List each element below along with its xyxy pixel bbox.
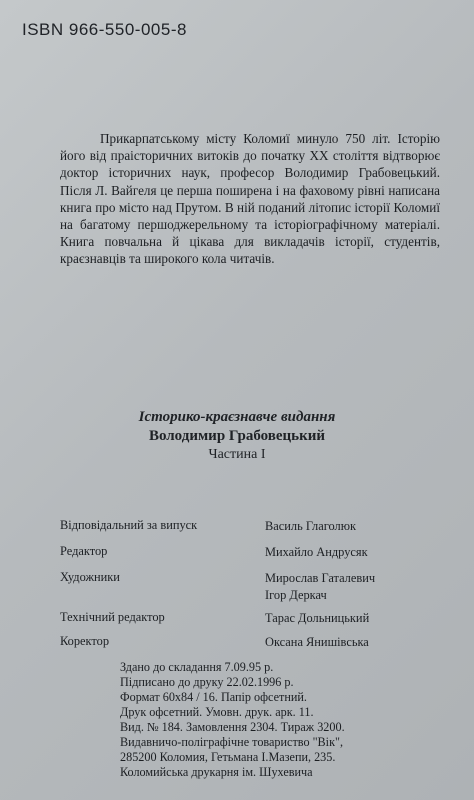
- imprint-line: 285200 Коломия, Гетьмана І.Мазепи, 235.: [120, 750, 336, 764]
- imprint-line: Друк офсетний. Умовн. друк. арк. 11.: [120, 705, 314, 719]
- part-number: Частина І: [208, 447, 266, 462]
- credit-name: Оксана Янишівська: [265, 635, 369, 649]
- book-abstract: Прикарпатському місту Коломиї минуло 750 літ. Історію його від праісторичних витоків до початку XX століття відтворює доктор історичних наук, професор Володимир Грабовецький. Після Л. Вайгеля це перша поширена і на фаховому рівні написана книга про місто над Прутом. В ній поданий літопис історії Коломиї на багатому першоджерельному та історіографічному матеріалі. Книга повчальна й цікава для викладачів історії, студентів, краєзнавців та широкого кола читачів.: [60, 131, 440, 267]
- credit-row: [60, 570, 460, 610]
- credit-name: Тарас Дольницький: [265, 611, 370, 625]
- author-name: Володимир Грабовецький: [148, 428, 326, 444]
- credit-row: [60, 610, 460, 634]
- credit-name: Михайло Андрусяк: [265, 545, 368, 559]
- credit-name: Мирослав Гаталевич Ігор Деркач: [265, 571, 376, 602]
- title-block: [0, 408, 474, 464]
- credit-row: [60, 634, 460, 658]
- credit-role: Редактор: [60, 544, 108, 558]
- imprint-line: Підписано до друку 22.02.1996 р.: [120, 675, 294, 689]
- credit-role: Відповідальний за випуск: [60, 518, 198, 532]
- edition-type: Історико-краєзнавче видання: [138, 409, 336, 425]
- imprint-block: [120, 660, 450, 780]
- imprint-line: Формат 60х84 / 16. Папір офсетний.: [120, 690, 307, 704]
- credit-role: Технічний редактор: [60, 610, 165, 624]
- credits-list: [60, 518, 460, 658]
- imprint-line: Коломийська друкарня ім. Шухевича: [120, 765, 313, 779]
- credit-name: Василь Глаголюк: [265, 519, 357, 533]
- credit-role: Художники: [60, 570, 120, 584]
- credit-row: [60, 518, 460, 544]
- imprint-line: Видавничо-поліграфічне товариство "Вік",: [120, 735, 344, 749]
- imprint-line: Вид. № 184. Замовлення 2304. Тираж 3200.: [120, 720, 345, 734]
- isbn-number: ISBN 966-550-005-8: [22, 20, 187, 39]
- credit-row: [60, 544, 460, 570]
- imprint-line: Здано до складання 7.09.95 р.: [120, 660, 274, 674]
- credit-role: Коректор: [60, 634, 110, 648]
